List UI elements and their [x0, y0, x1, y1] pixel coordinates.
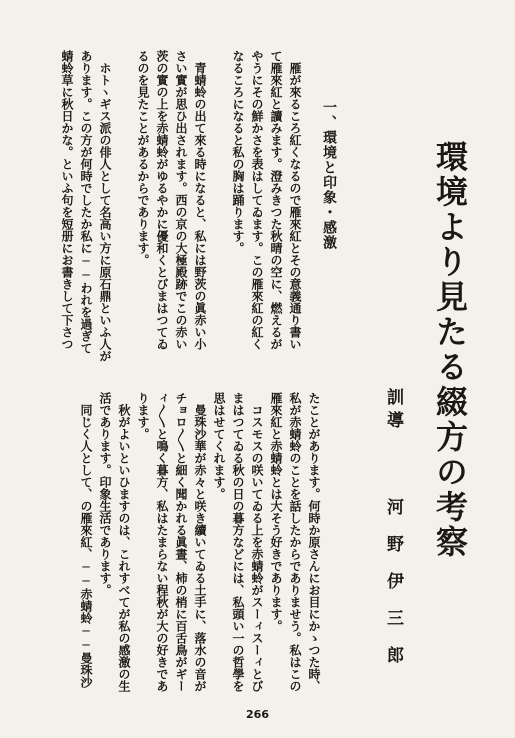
body-text-line: チョロ〳〵と細く聞かれる眞晝、柿の梢に百舌鳥がギー [174, 392, 188, 692]
body-text-line: なるころになると私の胸は踊ります。 [231, 50, 245, 254]
body-text-line: コスモスの咲いてゐる上を赤蜻蛉がスーィスーィとび [250, 404, 264, 692]
body-text-line: 秋がよいといひますのは、これすべてが私の感激の生 [117, 404, 131, 692]
author-byline [384, 388, 401, 683]
body-text-line: まはつてゐる秋の日の暮方などには、私頭い一の哲學を [231, 392, 245, 692]
body-text-line: 同じく人として、の雁來紅、──赤蜻蛉──曼珠沙 [79, 404, 93, 688]
body-text-line: たことがあります。何時か原さんにお目にかゝつた時、 [307, 392, 321, 692]
body-text-line: 活であります。印象生活であります。 [98, 392, 112, 596]
body-text-line: 思はせてくれます。 [212, 392, 226, 500]
body-text-line: ホトヽギス派の俳人として名高い方に原石鼎といふ人が [98, 62, 112, 362]
body-text-line: るのを見たことがあるからであります。 [136, 50, 150, 266]
body-text-line: 茨の實の上を赤蜻蛉がゆるやかに優和くとびまはつてゐ [155, 50, 169, 350]
page-number: 266 [246, 708, 269, 721]
body-text-line: やうにその鮮かさを表はしてゐます。この雁來紅の紅く [250, 50, 264, 350]
body-text-line: さい實が思ひ出されます。西の京の大極殿跡でこの赤い [174, 50, 188, 350]
body-text-line: ィ〳〵と鳴く暮方、私はたまらない程秋が大の好きであ [155, 392, 169, 692]
author-name: 河野伊三郎 [383, 498, 403, 683]
section-heading: 一、環境と印象・感激 [321, 100, 337, 250]
body-text-line: ります。 [136, 392, 150, 440]
body-text-line: 雁が來るころ紅くなるので雁來紅とその意義通り書い [288, 62, 302, 350]
body-text-line: 雁來紅と赤蜻蛉とは大そう好きであります。 [269, 392, 283, 632]
body-text-line: て雁來紅と讀みます。澄みきつた秋晴の空に、燃えるが [269, 50, 283, 350]
body-text-line: 蜻蛉草に秋日かな。といふ句を短册にお書きして下さつ [60, 50, 74, 350]
body-text-line: 私が赤蜻蛉のことを話したからでありませう。私はこの [288, 392, 302, 692]
body-text-line: あります。この方が何時でしたか私に──われを過ぎて [79, 50, 93, 354]
body-text-line: 青蜻蛉の出て來る時になると、私には野茨の眞赤い小 [193, 62, 207, 350]
author-role: 訓導 [383, 388, 403, 434]
body-text-line: 曼珠沙華が赤々と咲き續いてゐる土手に、落水の音が [193, 404, 207, 692]
article-title: 環境より見たる綴方の考察 [431, 140, 469, 560]
